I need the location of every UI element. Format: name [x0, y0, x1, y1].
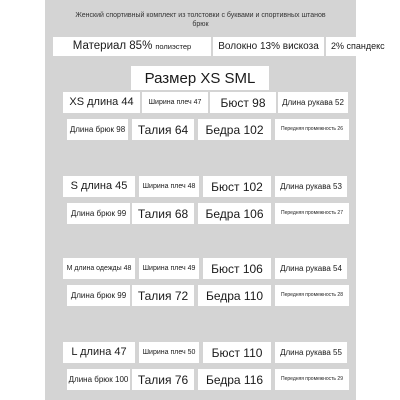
sleeve-cell: Длина рукава 52 — [278, 92, 348, 113]
length-cell: М длина одежды 48 — [63, 258, 135, 279]
shoulder-cell: Ширина плеч 48 — [139, 176, 199, 197]
waist-cell: Талия 68 — [132, 203, 194, 224]
product-title — [45, 12, 356, 30]
sleeve-cell: Длина рукава 53 — [275, 176, 347, 197]
waist-cell: Талия 76 — [132, 369, 194, 390]
material-viscose: Волокно 13% вискоза — [213, 37, 324, 56]
length-cell: XS длина 44 — [63, 92, 140, 113]
bust-cell: Бюст 106 — [203, 258, 271, 279]
bust-cell: Бюст 102 — [203, 176, 271, 197]
shoulder-cell: Ширина плеч 50 — [139, 342, 199, 363]
length-cell: L длина 47 — [63, 342, 135, 363]
front-rise-cell: Передняя промежность 26 — [275, 119, 349, 140]
sleeve-cell: Длина рукава 54 — [275, 258, 347, 279]
hips-cell: Бедра 110 — [198, 285, 271, 306]
bust-cell: Бюст 98 — [210, 92, 276, 113]
trousers-length-cell: Длина брюк 99 — [67, 285, 130, 306]
sleeve-cell: Длина рукава 55 — [275, 342, 347, 363]
trousers-length-cell: Длина брюк 100 — [67, 369, 130, 390]
front-rise-cell: Передняя промежность 28 — [275, 285, 349, 306]
hips-cell: Бедра 106 — [198, 203, 271, 224]
shoulder-cell: Ширина плеч 47 — [142, 92, 208, 113]
size-header: Размер XS SML — [131, 66, 269, 90]
front-rise-cell: Передняя промежность 29 — [275, 369, 349, 390]
material-cotton-label: Материал 85% — [72, 39, 153, 52]
hips-cell: Бедра 102 — [198, 119, 271, 140]
waist-cell: Талия 72 — [132, 285, 194, 306]
product-title-line-2: брюк — [192, 20, 209, 28]
length-cell: S длина 45 — [63, 176, 135, 197]
waist-cell: Талия 64 — [132, 119, 194, 140]
trousers-length-cell: Длина брюк 99 — [67, 203, 130, 224]
trousers-length-cell: Длина брюк 98 — [67, 119, 128, 140]
bust-cell: Бюст 110 — [203, 342, 271, 363]
front-rise-cell: Передняя промежность 27 — [275, 203, 349, 224]
hips-cell: Бедра 116 — [198, 369, 271, 390]
material-polyester-label: полиэстер — [155, 41, 192, 51]
material-cotton — [53, 37, 211, 56]
size-chart-card — [45, 0, 385, 400]
shoulder-cell: Ширина плеч 49 — [139, 258, 199, 279]
material-spandex: 2% спандекс — [326, 37, 390, 56]
product-title-line-1: Женский спортивный комплект из толстовки с буквами и спортивных штанов — [75, 12, 326, 19]
